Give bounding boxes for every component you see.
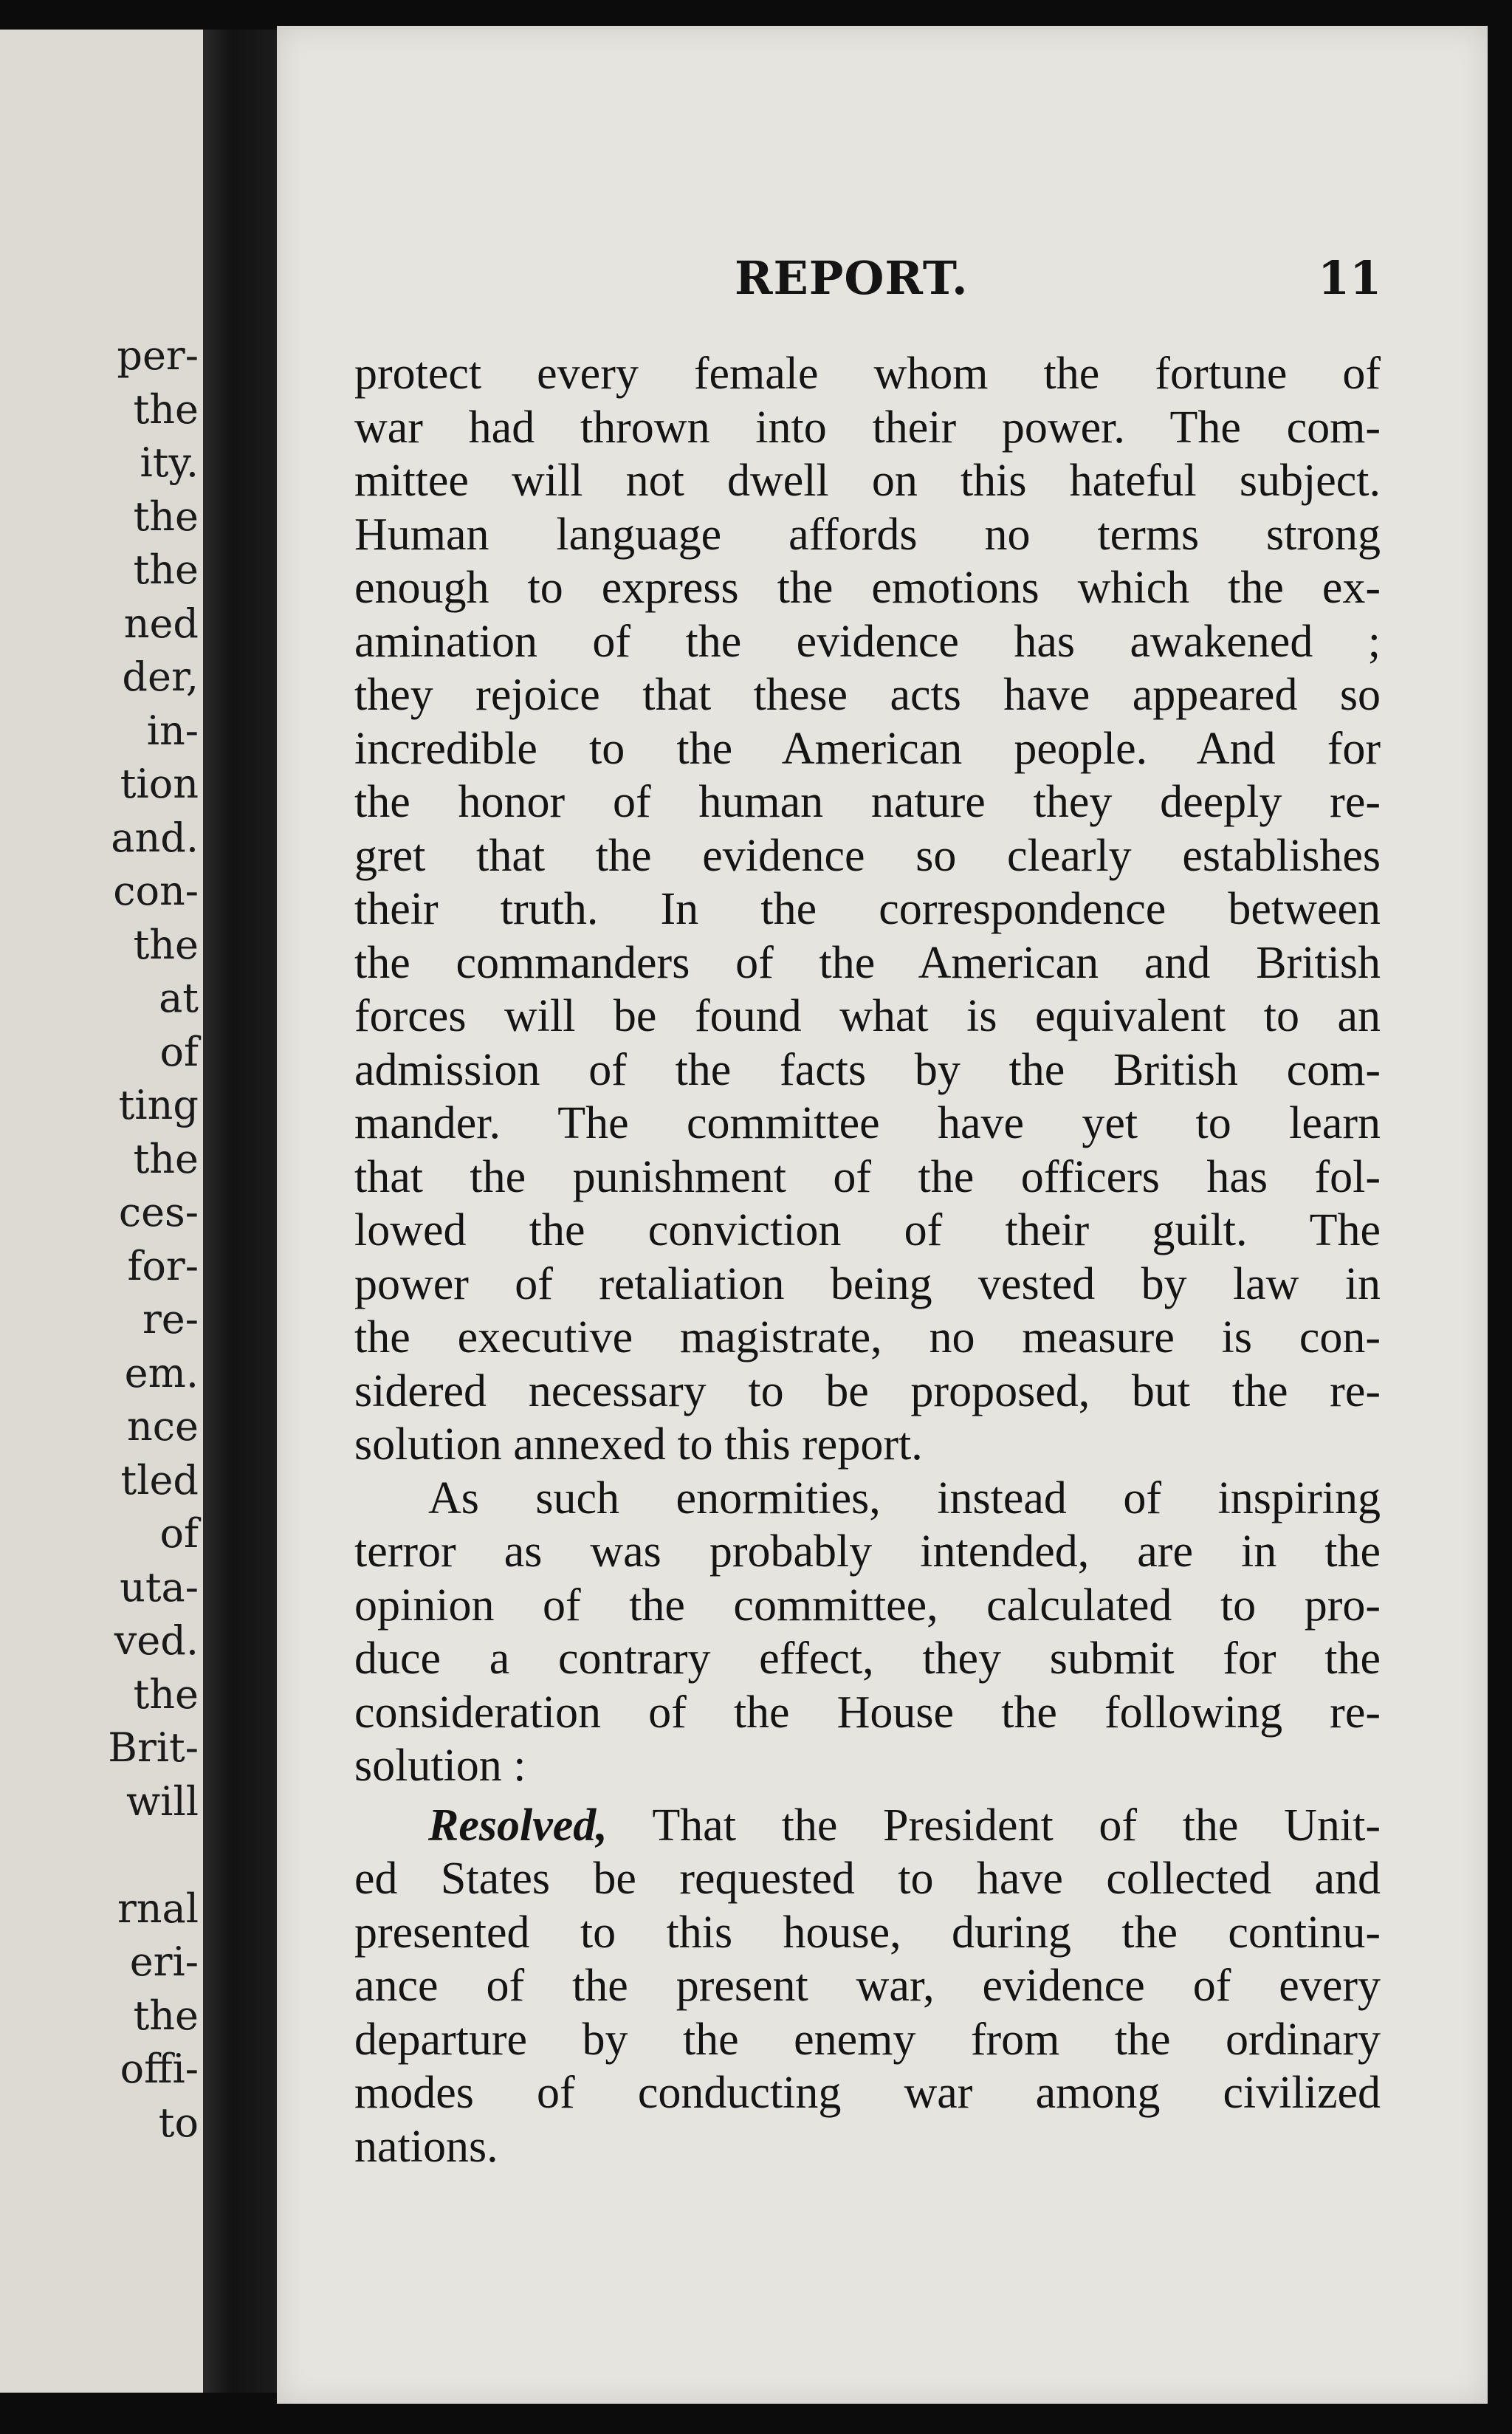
text-line: consideration of the House the following re-	[354, 1687, 1381, 1738]
facing-page-word-fragment: the	[133, 1670, 199, 1718]
facing-page-word-fragment: of	[159, 1028, 199, 1075]
paragraph-resolution	[354, 1799, 1381, 2174]
text-line: amination of the evidence has awakened ;	[354, 616, 1381, 667]
text-line: duce a contrary effect, they submit for the	[354, 1633, 1381, 1684]
facing-page-word-fragment: nce	[127, 1403, 199, 1450]
facing-page-word-fragment: tled	[120, 1456, 199, 1504]
text-line: the commanders of the American and British	[354, 937, 1381, 988]
text-line: As such enormities, instead of inspiring	[428, 1473, 1381, 1523]
resolution-first-line-text: That the President of the Unit-	[652, 1800, 1381, 1851]
text-line: Human language affords no terms strong	[354, 509, 1381, 560]
text-line: the executive magistrate, no measure is con-	[354, 1312, 1381, 1362]
facing-page-word-fragment: at	[159, 975, 199, 1021]
text-line: incredible to the American people. And for	[354, 723, 1381, 774]
text-line: lowed the conviction of their guilt. The	[354, 1205, 1381, 1255]
text-line: they rejoice that these acts have appeared so	[354, 670, 1381, 720]
facing-page-word-fragment: the	[133, 546, 199, 593]
facing-page-word-fragment: uta-	[120, 1563, 199, 1611]
facing-page-word-fragment: of	[159, 1510, 199, 1557]
facing-page-word-fragment: re-	[142, 1296, 199, 1343]
text-line: sidered necessary to be proposed, but the re-	[354, 1365, 1381, 1416]
facing-page-word-fragment: der,	[122, 654, 199, 700]
facing-page-word-fragment: rnal	[117, 1885, 199, 1932]
resolution-first-line	[354, 1799, 1381, 1853]
facing-page-word-fragment: the	[133, 921, 199, 968]
text-line: ed States be requested to have collected and	[354, 1854, 1381, 1904]
running-title: REPORT.	[735, 251, 969, 305]
facing-page-word-fragment: the	[133, 385, 199, 433]
book-gutter-shadow	[203, 30, 277, 2393]
running-head	[277, 251, 1488, 310]
facing-page-word-fragment: ned	[123, 600, 199, 647]
text-line: departure by the enemy from the ordinary	[354, 2014, 1381, 2065]
text-line: gret that the evidence so clearly establishes	[354, 830, 1381, 881]
text-line: admission of the facts by the British com-	[354, 1044, 1381, 1095]
resolved-word: Resolved,	[428, 1800, 608, 1851]
facing-page-word-fragment: eri-	[129, 1938, 199, 1985]
text-line: modes of conducting war among civilized	[354, 2068, 1381, 2118]
facing-page-word-fragment: ity.	[140, 439, 199, 486]
facing-page-word-fragment: to	[158, 2099, 199, 2146]
facing-page-word-fragment: the	[133, 493, 199, 540]
text-line: mittee will not dwell on this hateful subject.	[354, 456, 1381, 506]
text-line: forces will be found what is equivalent to an	[354, 991, 1381, 1041]
text-line: protect every female whom the fortune of	[354, 349, 1381, 399]
facing-page-word-fragment: Brit-	[108, 1724, 199, 1771]
text-line: solution annexed to this report.	[354, 1419, 923, 1470]
text-line: their truth. In the correspondence between	[354, 884, 1381, 934]
text-line: opinion of the committee, calculated to pro-	[354, 1580, 1381, 1631]
facing-page-word-fragment: and.	[111, 814, 199, 861]
text-line: that the punishment of the officers has fol-	[354, 1151, 1381, 1202]
facing-page-word-fragment: ces-	[118, 1189, 199, 1235]
text-line: solution :	[354, 1741, 526, 1791]
text-line: war had thrown into their power. The com-	[354, 402, 1381, 453]
facing-page-word-fragment: per-	[117, 332, 199, 379]
page-number: 11	[1318, 251, 1382, 305]
facing-page-word-fragment: tion	[120, 761, 199, 807]
paragraph-enormities	[354, 1472, 1381, 1793]
text-line: nations.	[354, 2121, 498, 2172]
facing-page-word-fragment: ved.	[114, 1617, 199, 1664]
facing-page-word-fragment: for-	[127, 1242, 199, 1289]
facing-page-word-fragment: in-	[146, 707, 199, 754]
book-page	[277, 26, 1488, 2404]
facing-page-word-fragment: the	[133, 1992, 199, 2039]
text-line: presented to this house, during the continu-	[354, 1907, 1381, 1958]
facing-page-word-fragment: offi-	[120, 2046, 199, 2092]
facing-page-word-fragment: will	[126, 1777, 199, 1825]
facing-page-word-fragment: ting	[118, 1082, 199, 1128]
facing-page-word-fragment: em.	[124, 1349, 199, 1396]
facing-page-edge	[0, 30, 203, 2393]
text-line: the honor of human nature they deeply re-	[354, 777, 1381, 827]
text-line: ance of the present war, evidence of every	[354, 1961, 1381, 2011]
facing-page-word-fragment: con-	[113, 868, 199, 914]
text-line: power of retaliation being vested by law in	[354, 1258, 1381, 1309]
facing-page-word-fragment: the	[133, 1135, 199, 1182]
paragraph-report-conclusion	[354, 347, 1381, 1472]
body-text	[354, 347, 1381, 2173]
text-line: mander. The committee have yet to learn	[354, 1098, 1381, 1148]
text-line: enough to express the emotions which the ex-	[354, 563, 1381, 613]
text-line: terror as was probably intended, are in the	[354, 1526, 1381, 1577]
